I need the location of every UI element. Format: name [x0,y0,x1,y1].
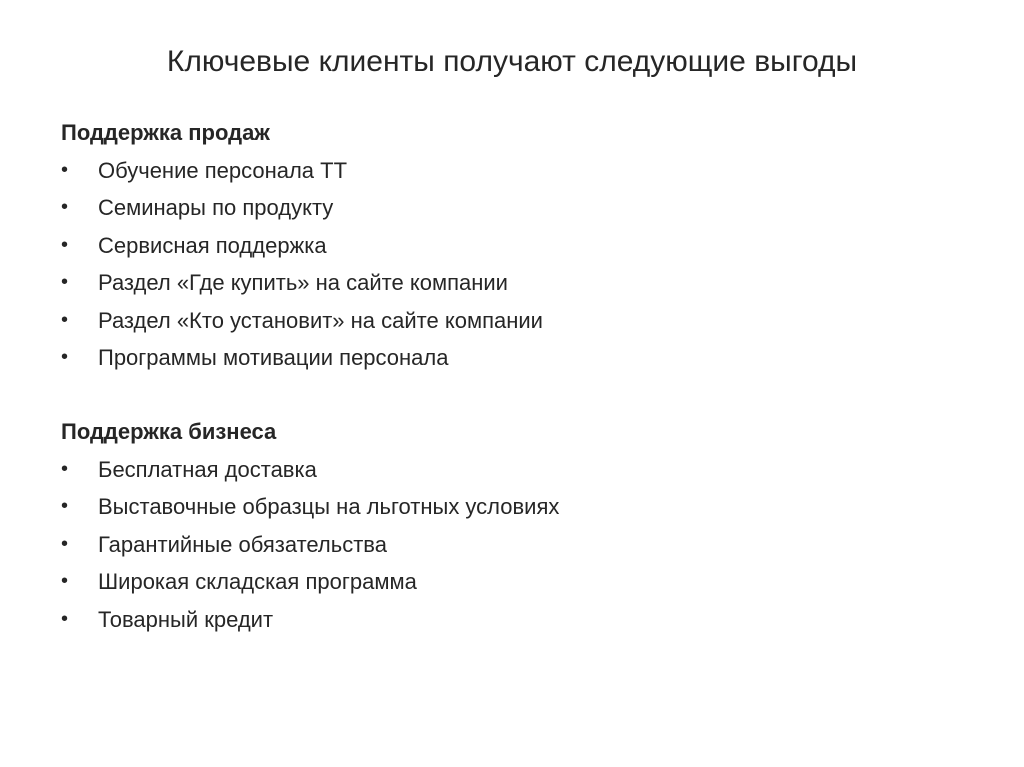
section-business-support [61,413,961,638]
section-sales-support [61,114,961,377]
list-item [61,563,961,601]
bullet-icon: • [61,158,69,181]
bullet-icon: • [61,607,69,630]
bullet-icon: • [61,271,69,293]
list-item [61,189,961,227]
list-item-text: Широкая складская программа [98,569,417,594]
list-item [61,152,961,190]
bullet-icon: • [61,346,69,368]
section-heading: Поддержка продаж [61,120,270,145]
list-item [61,339,961,377]
bullet-icon: • [61,457,69,480]
list-item-text: Семинары по продукту [98,195,334,220]
bullet-icon: • [61,532,69,555]
list-item [61,526,961,564]
list-item-text: Гарантийные обязательства [98,531,387,557]
list-item-text: Раздел «Где купить» на сайте компании [98,270,508,295]
section-heading: Поддержка бизнеса [61,419,277,444]
list-item [61,302,961,340]
bullet-icon: • [61,570,69,592]
list-item-text: Выставочные образцы на льготных условиях [98,494,560,519]
list-item [61,601,961,639]
bullet-icon: • [61,233,69,256]
bullet-list [61,451,961,639]
slide-title: Ключевые клиенты получают следующие выгоды [166,45,858,78]
list-item [61,488,961,526]
list-item-text: Бесплатная доставка [98,456,317,482]
bullet-icon: • [61,495,69,517]
list-item-text: Раздел «Кто установит» на сайте компании [98,307,543,333]
list-item-text: Программы мотивации персонала [98,345,449,370]
list-item-text: Сервисная поддержка [98,232,327,258]
list-item [61,451,961,489]
bullet-icon: • [61,196,69,218]
bullet-icon: • [61,308,69,331]
bullet-list [61,152,961,377]
list-item-text: Обучение персонала ТТ [98,157,348,183]
list-item-text: Товарный кредит [98,606,274,632]
list-item [61,264,961,302]
list-item [61,227,961,265]
